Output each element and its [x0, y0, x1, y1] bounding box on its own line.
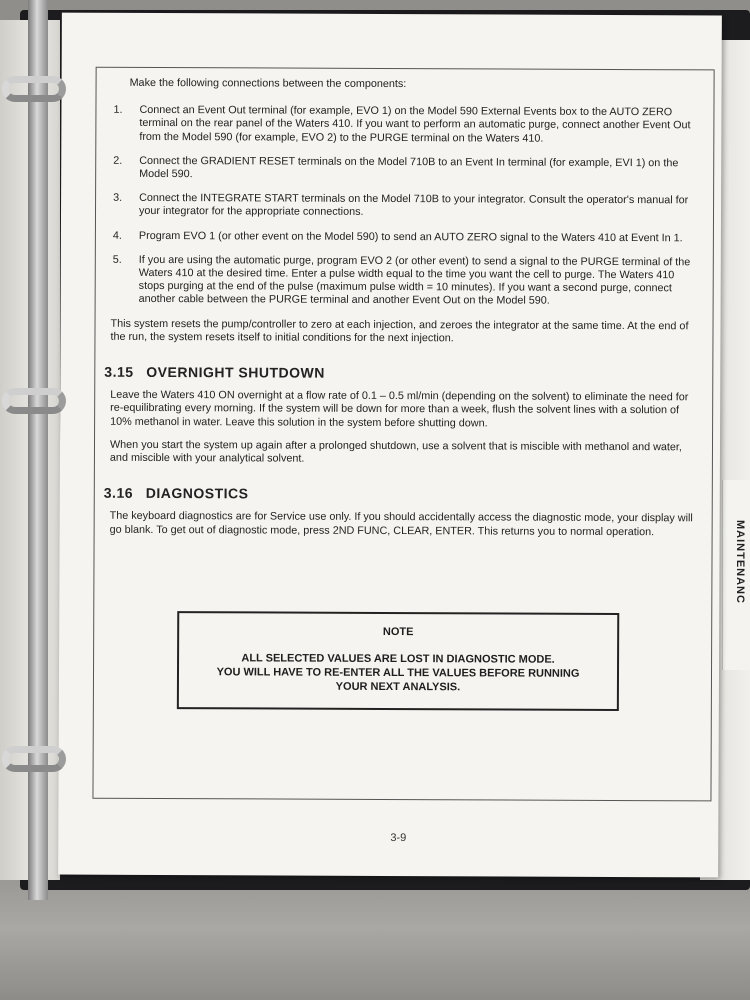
list-item	[111, 104, 703, 146]
page-content	[103, 76, 704, 549]
page-number: 3-9	[390, 832, 407, 845]
note-box	[177, 611, 619, 711]
overnight-paragraph-1: Leave the Waters 410 ON overnight at a flow rate of 0.1 – 0.5 ml/min (depending on the solvent) to eliminate the need for re-equilibrating every morning. If the system will be down for more than a week, flush the solvent lines with a solution of 10% methanol in water. Leave this solution in the system before shutting down.	[110, 389, 689, 430]
binder-ring-bottom	[2, 746, 66, 772]
note-title: NOTE	[382, 625, 414, 639]
list-item	[111, 229, 703, 245]
step-number: 3.	[113, 192, 123, 205]
list-item	[111, 192, 703, 221]
step-text: Connect the GRADIENT RESET terminals on the Model 710B to an Event In terminal (for example, EVI 1) on the Model 590.	[139, 154, 679, 181]
binder-ring-middle	[2, 388, 66, 414]
step-number: 4.	[112, 229, 122, 242]
note-line-2: YOU WILL HAVE TO RE-ENTER ALL THE VALUES BEFORE RUNNING	[216, 666, 580, 680]
note-line-3: YOUR NEXT ANALYSIS.	[335, 680, 461, 694]
step-number: 2.	[113, 154, 123, 167]
section-number: 3.16	[103, 485, 134, 502]
list-item	[111, 155, 703, 184]
section-title: OVERNIGHT SHUTDOWN	[146, 363, 325, 381]
intro-text: Make the following connections between the components:	[129, 76, 407, 91]
section-heading-diagnostics	[104, 487, 702, 503]
list-item	[111, 254, 703, 309]
step-text: Connect an Event Out terminal (for example, EVO 1) on the Model 590 External Events box to the AUTO ZERO terminal on the rear panel of the Waters 410. If you want to perform an automatic purge, connect another Event Out from the Model 590 (for example, EVO 2) to the PURGE terminal on the Waters 410.	[139, 104, 691, 145]
section-tab-label: MAINTENANC	[734, 520, 746, 604]
overnight-paragraph-2: When you start the system up again after a prolonged shutdown, use a solvent that is miscible with methanol and water, and miscible with your analytical solvent.	[109, 438, 682, 465]
connection-steps	[111, 104, 704, 309]
section-title: DIAGNOSTICS	[145, 485, 249, 502]
step-text: If you are using the automatic purge, program EVO 2 (or other event) to send a signal to the PURGE terminal of the Waters 410 at the desired time. Enter a pulse width equal to the time you want the cell to purge. The Waters 410 stops purging at the end of the pulse (maximum pulse width = 10 minutes). If you want a second purge, connect another cable between the PURGE terminal and another Event Out on the Model 590.	[138, 253, 691, 308]
countertop-surface	[0, 880, 750, 1000]
step-text: Connect the INTEGRATE START terminals on the Model 710B to your integrator. Consult the operator's manual for your integrator for the appropriate connections.	[138, 192, 689, 219]
binder-ring-top	[2, 76, 66, 102]
note-line-1: ALL SELECTED VALUES ARE LOST IN DIAGNOSTIC MODE.	[241, 652, 555, 666]
manual-page	[58, 13, 722, 878]
section-number: 3.15	[104, 363, 134, 380]
section-heading-overnight-shutdown	[104, 363, 702, 382]
step-number: 5.	[112, 253, 122, 266]
reset-paragraph: This system resets the pump/controller to zero at each injection, and zeroes the integrator at the same time. At the end of the run, the system resets itself to initial conditions for the next injection.	[110, 317, 689, 345]
step-text: Program EVO 1 (or other event on the Model 590) to send an AUTO ZERO signal to the Waters 410 at Event In 1.	[138, 229, 683, 244]
diagnostics-paragraph: The keyboard diagnostics are for Service use only. If you should accidentally access the diagnostic mode, your display will go blank. To get out of diagnostic mode, press 2ND FUNC, CLEAR, ENTER. This returns you to normal operation.	[109, 510, 693, 538]
step-number: 1.	[113, 103, 123, 117]
